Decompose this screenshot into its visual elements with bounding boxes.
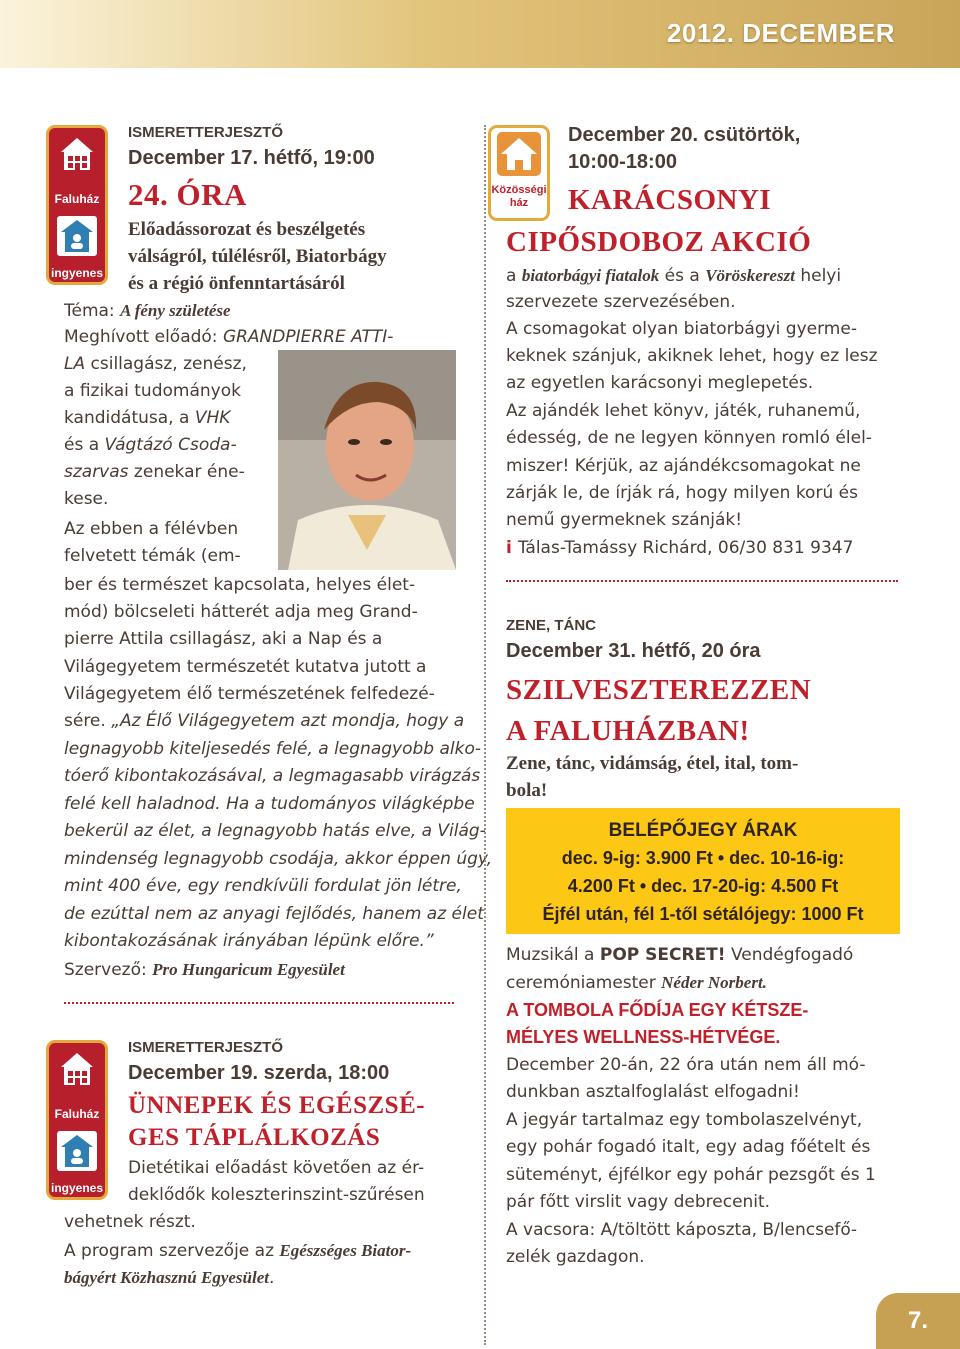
column-divider: [484, 125, 486, 1345]
event1-date: December 17. hétfő, 19:00: [128, 147, 375, 169]
topic-value: A fény születése: [120, 301, 231, 320]
event4-line-5: süteményt, éjfélkor egy pohár pezsgőt és 1: [506, 1165, 876, 1185]
price-line-3: Éjfél után, fél 1-től sétálójegy: 1000 Ft: [542, 904, 864, 924]
organizer-name: Pro Hungaricum Egyesület: [152, 960, 345, 979]
event1-para-8: [64, 708, 464, 736]
para-text: sére.: [64, 711, 112, 731]
event4-date: December 31. hétfő, 20 óra: [506, 640, 761, 662]
house-icon: [55, 1047, 99, 1091]
event3-line-1: szervezete szervezésében.: [506, 292, 736, 312]
event1-para-6: Világegyetem természetét kutatva jutott a: [64, 657, 427, 677]
event3-intro: [506, 262, 841, 291]
organizer-label: Szervező:: [64, 960, 153, 980]
badge-label-faluhaz: Faluház: [54, 192, 100, 206]
faluhaz-badge-2: [46, 1040, 108, 1200]
event1-para-2: felvetett témák (em-: [64, 546, 241, 566]
vhk-name: VHK: [194, 408, 231, 428]
event1-quote-7: de ezúttal nem az anyagi fejlődés, hanem az élet: [64, 904, 484, 924]
event4-line-4: egy pohár fogadó italt, egy adag főételt és: [506, 1137, 871, 1157]
event1-quote-1: legnagyobb kiteljesedés felé, a legnagyobb alko-: [64, 739, 482, 759]
contact-text: Tálas-Tamássy Richárd, 06/30 831 9347: [517, 538, 854, 558]
speaker-photo: [278, 350, 456, 570]
organizer-name: Egészséges Biator-: [279, 1241, 412, 1260]
host-name: Néder Norbert.: [661, 973, 767, 992]
intro-text: és a: [659, 266, 706, 286]
event1-para-5: pierre Attila csillagász, aki a Nap és a: [64, 629, 383, 649]
event4-title-2: A FALUHÁZBAN!: [506, 715, 750, 747]
event4-title-1: SZILVESZTEREZZEN: [506, 674, 812, 706]
event2-organizer-2: [64, 1264, 274, 1293]
faluhaz-badge: [46, 125, 108, 285]
event1-quote-2: tóerő kibontakozásával, a legmagasabb virágzás: [64, 766, 481, 786]
badge-label-ingyenes: ingyenes: [50, 1181, 104, 1195]
event3-line-9: nemű gyermeknek szánják!: [506, 510, 743, 530]
music-prefix: Muzsikál a: [506, 945, 600, 965]
price-heading: BELÉPŐJEGY ÁRAK: [608, 820, 798, 841]
bio-text: és a: [64, 435, 105, 455]
bio-text: kandidátusa, a: [64, 408, 195, 428]
event4-host: [506, 969, 767, 998]
band-name: POP SECRET!: [599, 945, 726, 965]
event1-subtitle-1: Előadássorozat és beszélgetés: [128, 219, 366, 240]
ticket-price-box: [506, 808, 900, 934]
bio-text: zenekar éne-: [128, 462, 245, 482]
event2-title-1: ÜNNEPEK ÉS EGÉSZSÉ-: [128, 1092, 426, 1119]
house-icon: [55, 132, 99, 176]
event1-para-4: mód) bölcseleti hátterét adja meg Grand-: [64, 602, 418, 622]
event1-para-1: Az ebben a félévben: [64, 519, 239, 539]
event3-contact: [506, 535, 853, 563]
badge-label-kozossegi: Közösségi ház: [491, 184, 547, 209]
event1-quote-5: mindenség legnagyobb csodája, akkor éppen úgy,: [64, 849, 493, 869]
speaker-name-end: LA: [64, 354, 86, 374]
event1-bio-2: a fizikai tudományok: [64, 381, 241, 401]
section-divider: [506, 580, 898, 582]
event4-prize-1: A TOMBOLA FŐDÍJA EGY KÉTSZE-: [506, 1000, 809, 1020]
event1-para-3: ber és természet kapcsolata, helyes élet-: [64, 575, 416, 595]
organizer-name: bágyért Közhasznú Egyesület: [64, 1268, 269, 1287]
page-header-band: [0, 0, 960, 68]
event4-line-6: pár főtt virslit vagy debrecenit.: [506, 1192, 771, 1212]
event3-line-2: A csomagokat olyan biatorbágyi gyerme-: [506, 319, 857, 339]
event2-date: December 19. szerda, 18:00: [128, 1062, 390, 1084]
event2-desc-1: Dietétikai előadást követően az ér-: [128, 1158, 425, 1178]
quote-text: „Az Élő Világegyetem azt mondja, hogy a: [111, 711, 465, 731]
organizer-prefix: A program szervezője az: [64, 1241, 280, 1261]
event1-title: 24. ÓRA: [128, 177, 247, 212]
event4-category: ZENE, TÁNC: [506, 617, 596, 634]
kozossegi-haz-badge: [488, 125, 550, 221]
event2-category: ISMERETTERJESZTŐ: [128, 1039, 284, 1056]
event1-organizer: [64, 956, 345, 985]
event1-bio-5: [64, 459, 245, 487]
band-name-end: szarvas: [64, 462, 129, 482]
event4-subtitle-2: bola!: [506, 780, 548, 801]
event1-bio-6: kese.: [64, 489, 109, 509]
intro-text: helyi: [794, 266, 842, 286]
issue-title: 2012. DECEMBER: [666, 18, 895, 48]
event1-subtitle-2: válságról, túlélésről, Biatorbágy: [128, 246, 387, 267]
person-icon: [55, 214, 99, 258]
host-prefix: ceremóniamester: [506, 973, 662, 993]
event4-line-8: zelék gazdagon.: [506, 1247, 645, 1267]
speaker-label: Meghívott előadó:: [64, 327, 223, 347]
event4-line-3: A jegyár tartalmaz egy tombolaszelvényt,: [506, 1110, 863, 1130]
badge-label-faluhaz: Faluház: [54, 1107, 100, 1121]
event1-subtitle-3: és a régió önfenntartásáról: [128, 273, 345, 294]
bio-text: csillagász, zenész,: [85, 354, 247, 374]
badge-label-ingyenes: ingyenes: [50, 266, 104, 280]
band-name: Vágtázó Csoda-: [104, 435, 237, 455]
organizer-end: .: [268, 1268, 275, 1288]
topic-label: Téma:: [64, 301, 121, 321]
event4-subtitle-1: Zene, tánc, vidámság, étel, ital, tom-: [506, 753, 799, 774]
event3-line-3: keknek szánjuk, akiknek lehet, hogy ez lesz: [506, 346, 878, 366]
event3-date-2: 10:00-18:00: [568, 151, 677, 173]
event3-title-2: CIPŐSDOBOZ AKCIÓ: [506, 226, 812, 258]
event1-quote-8: kibontakozásának irányában lépünk előre.”: [64, 931, 434, 951]
event3-line-4: az egyetlen karácsonyi meglepetés.: [506, 373, 814, 393]
event1-category: ISMERETTERJESZTŐ: [128, 124, 284, 141]
event1-bio-1: [64, 351, 247, 379]
price-line-2: 4.200 Ft • dec. 17-20-ig: 4.500 Ft: [567, 876, 839, 896]
event3-line-6: édesség, de ne legyen könnyen romló élel-: [506, 428, 872, 448]
intro-highlight: biatorbágyi fiatalok: [521, 266, 660, 285]
event3-line-7: miszer! Kérjük, az ajándékcsomagokat ne: [506, 456, 861, 476]
intro-text: a: [506, 266, 522, 286]
price-line-1: dec. 9-ig: 3.900 Ft • dec. 10-16-ig:: [561, 848, 845, 868]
event1-topic: [64, 297, 231, 326]
event4-music: [506, 942, 853, 970]
event3-date-1: December 20. csütörtök,: [568, 124, 801, 146]
event4-line-7: A vacsora: A/töltött káposzta, B/lencsefő-: [506, 1220, 857, 1240]
event2-desc-2: deklődők koleszterinszint-szűrésen: [128, 1185, 425, 1205]
event4-prize-2: MÉLYES WELLNESS-HÉTVÉGE.: [506, 1027, 781, 1047]
event1-quote-3: felé kell haladnod. Ha a tudományos világképbe: [64, 794, 475, 814]
event1-quote-6: mint 400 éve, egy rendkívüli fordulat jön létre,: [64, 876, 462, 896]
person-icon: [55, 1129, 99, 1173]
home-icon: [497, 132, 541, 176]
event4-line-1: December 20-án, 22 óra után nem áll mó-: [506, 1055, 866, 1075]
intro-highlight: Vöröskereszt: [705, 266, 795, 285]
event1-bio-3: [64, 405, 230, 433]
event1-para-7: Világegyetem élő természetének felfedezé-: [64, 684, 435, 704]
section-divider: [64, 1002, 454, 1004]
event2-title-2: GES TÁPLÁLKOZÁS: [128, 1124, 381, 1151]
page-number: 7.: [876, 1293, 960, 1349]
speaker-name: GRANDPIERRE ATTI-: [222, 327, 394, 347]
music-suffix: Vendégfogadó: [725, 945, 854, 965]
event3-title-1: KARÁCSONYI: [568, 184, 772, 216]
info-icon: i: [506, 538, 512, 558]
event3-line-8: zárják le, de írják rá, hogy milyen korú és: [506, 483, 858, 503]
event2-desc-3: vehetnek részt.: [64, 1212, 196, 1232]
event1-bio-4: [64, 432, 237, 460]
event1-speaker: [64, 324, 393, 352]
event4-line-2: dunkban asztalfoglalást elfogadni!: [506, 1082, 800, 1102]
event3-line-5: Az ajándék lehet könyv, játék, ruhanemű,: [506, 401, 861, 421]
event1-quote-4: bekerül az élet, a legnagyobb hatás elve, a Világ-: [64, 821, 486, 841]
event2-organizer-1: [64, 1237, 411, 1266]
